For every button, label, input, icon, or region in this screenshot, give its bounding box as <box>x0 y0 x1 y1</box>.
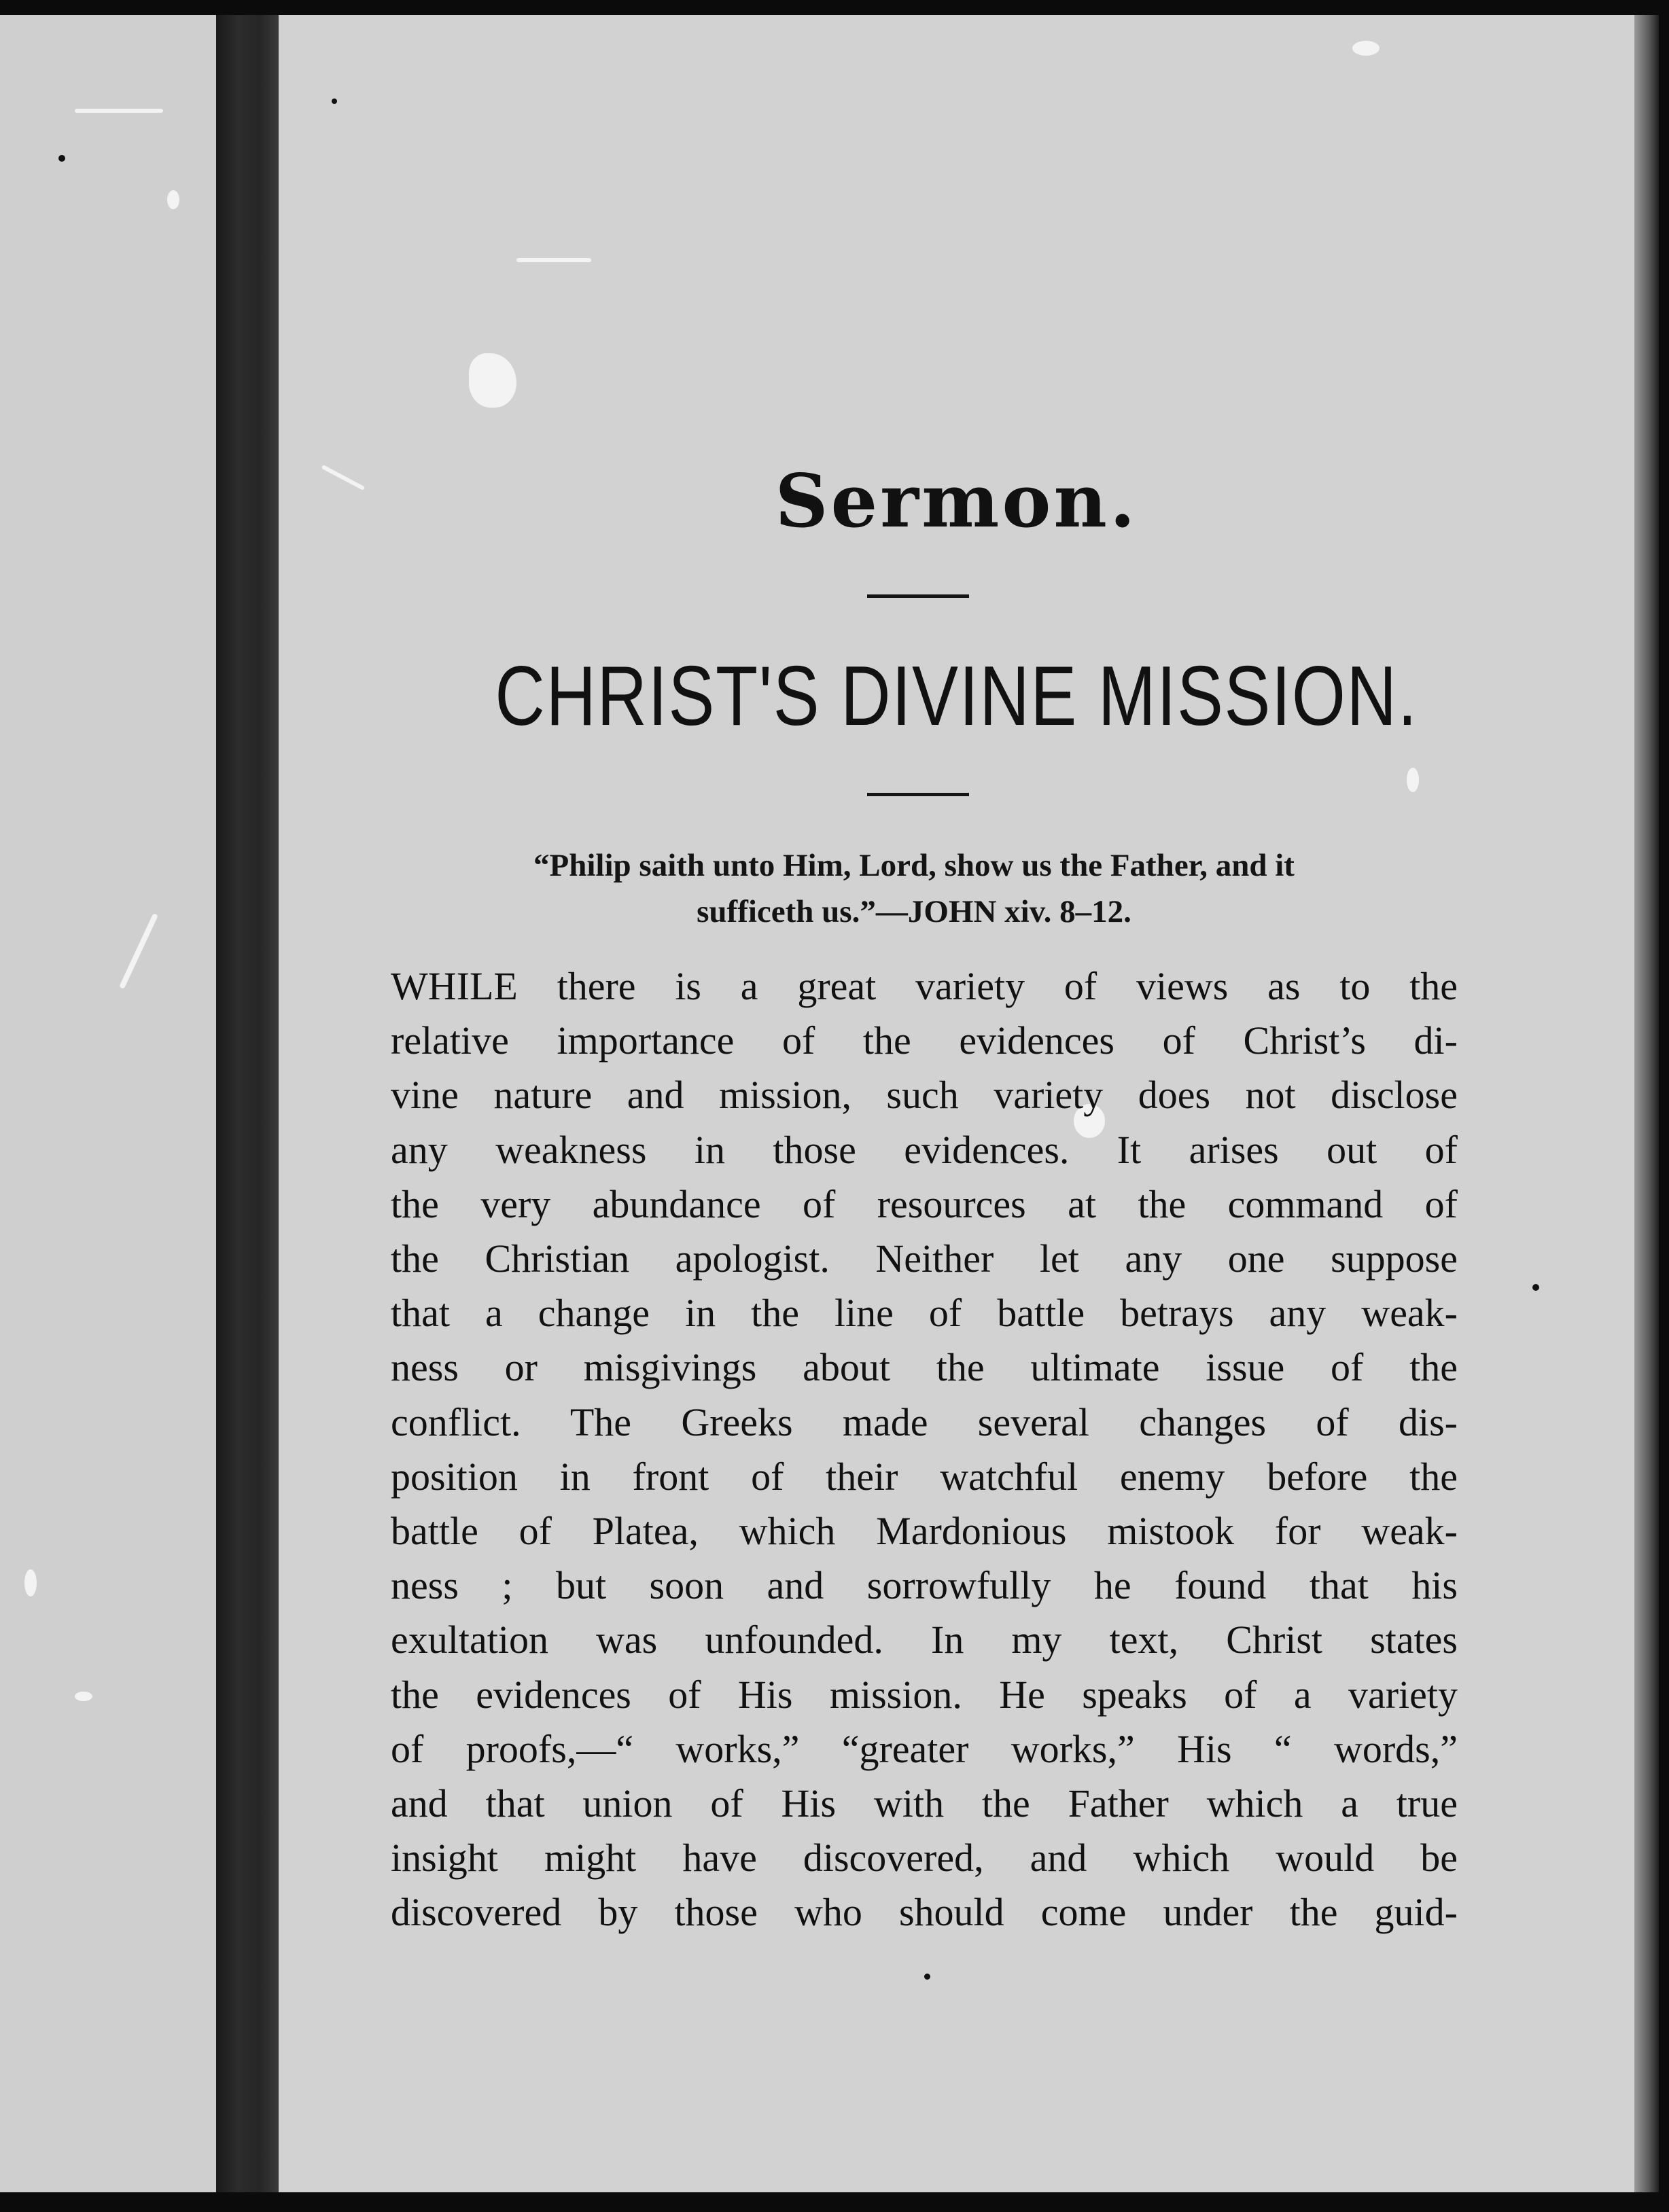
body-line: ness or misgivings about the ultimate issue of the <box>391 1345 1458 1390</box>
scan-speck <box>1352 41 1380 56</box>
scripture-epigraph <box>381 842 1447 935</box>
epigraph-line: “Philip saith unto Him, Lord, show us the Father, and it <box>533 848 1295 883</box>
scan-speck <box>924 1974 930 1980</box>
body-line: any weakness in those evidences. It arises out of <box>391 1127 1458 1172</box>
facing-page-edge <box>0 15 216 2192</box>
body-line: insight might have discovered, and which would be <box>391 1836 1458 1880</box>
scan-speck <box>24 1569 37 1596</box>
scan-speck <box>516 258 591 262</box>
scan-speck <box>1407 768 1419 792</box>
scan-speck <box>332 99 337 104</box>
section-heading: Sermon. <box>775 459 1138 544</box>
scan-speck <box>1532 1284 1539 1291</box>
body-line: the evidences of His mission. He speaks of a variety <box>391 1672 1458 1717</box>
body-line: and that union of His with the Father which a true <box>391 1781 1458 1826</box>
scan-speck <box>75 1692 92 1701</box>
sermon-body <box>391 959 1458 1940</box>
scan-speck <box>58 155 65 162</box>
body-line: exultation was unfounded. In my text, Christ states <box>391 1618 1458 1662</box>
body-line: the Christian apologist. Neither let any one suppose <box>391 1236 1458 1281</box>
body-line: the very abundance of resources at the command of <box>391 1181 1458 1226</box>
heading-rule-bottom <box>867 793 969 796</box>
body-line: conflict. The Greeks made several changes of dis- <box>391 1399 1458 1444</box>
body-line: vine nature and mission, such variety does not disclose <box>391 1073 1458 1118</box>
sermon-title: CHRIST'S DIVINE MISSION. <box>495 649 1418 743</box>
book-gutter <box>216 15 279 2192</box>
body-line: battle of Platea, which Mardonious mistook for weak- <box>391 1509 1458 1554</box>
body-line: relative importance of the evidences of Christ’s di- <box>391 1018 1458 1063</box>
scan-speck <box>75 109 163 113</box>
body-line: WHILE there is a great variety of views as to the <box>391 964 1458 1008</box>
heading-rule-top <box>867 594 969 598</box>
page-right-edge <box>1634 15 1659 2192</box>
body-line: that a change in the line of battle betrays any weak- <box>391 1291 1458 1336</box>
body-line: ness ; but soon and sorrowfully he found that his <box>391 1563 1458 1608</box>
epigraph-line: sufficeth us.”—JOHN xiv. 8–12. <box>697 894 1131 929</box>
scan-speck <box>167 190 179 209</box>
body-line: position in front of their watchful enemy before the <box>391 1454 1458 1499</box>
body-line: of proofs,—“ works,” “greater works,” His “ words,” <box>391 1726 1458 1771</box>
body-line: discovered by those who should come under the guid- <box>391 1890 1458 1935</box>
